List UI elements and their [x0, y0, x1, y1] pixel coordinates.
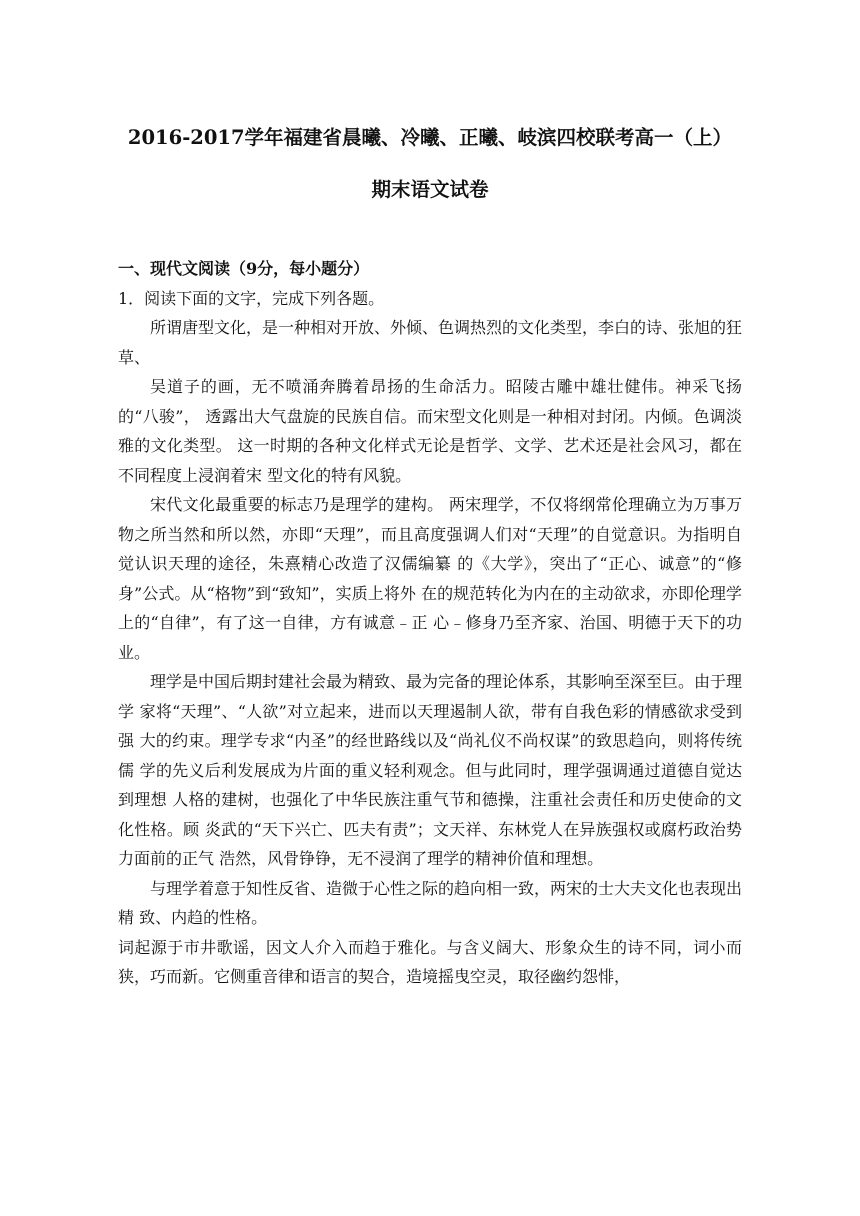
paragraph-3: 宋代文化最重要的标志乃是理学的建构。 两宋理学，不仅将纲常伦理确立为万事万物之所当然和所以然，亦即“天理”，而且高度强调人们对“天理”的自觉意识。为指明自觉认识天理的途径，朱熹精心改造了汉儒编纂 的《大学》，突出了“正心、诚意”的“修身”公式。从“格物”到“致知”，实质上将外 在的规范转化为内在的主动欲求，亦即伦理学上的“自律”，有了这一自律，方有诚意﹣正 心﹣修身乃至齐家、治国、明德于天下的功业。	[118, 495, 742, 662]
paragraph-2: 吴道子的画，无不喷涌奔腾着昂扬的生命活力。昭陵古雕中雄壮健伟。神采飞扬的“八骏”， 透露出大气盘旋的民族自信。而宋型文化则是一种相对封闭。内倾。色调淡雅的文化类型。 这一时期的各种文化样式无论是哲学、文学、艺术还是社会风习，都在不同程度上浸润着宋 型文化的特有风貌。	[118, 377, 742, 485]
paragraph-5: 与理学着意于知性反省、造微于心性之际的趋向相一致，两宋的士大夫文化也表现出精 致、内趋的性格。	[118, 878, 743, 927]
section-heading: 一、现代文阅读（9分，每小题分）	[118, 259, 370, 278]
document-title-line1: 2016-2017学年福建省晨曦、冷曦、正曦、岐滨四校联考高一（上）	[127, 126, 733, 149]
document-title-line2: 期末语文试卷	[371, 178, 489, 201]
paragraph-4: 理学是中国后期封建社会最为精致、最为完备的理论体系，其影响至深至巨。由于理学 家将“天理”、“人欲”对立起来，进而以天理遏制人欲，带有自我色彩的情感欲求受到强 大的约束。理学专求“内圣”的经世路线以及“尚礼仪不尚权谋”的致思趋向，则将传统儒 学的先义后利发展成为片面的重义轻利观念。但与此同时，理学强调通过道德自觉达到理想 人格的建树，也强化了中华民族注重气节和德操，注重社会责任和历史使命的文化性格。顾 炎武的“天下兴亡、匹夫有责”；文天祥、东林党人在异族强权或腐朽政治势力面前的正气 浩然，风骨铮铮，无不浸润了理学的精神价值和理想。	[118, 672, 743, 868]
question-intro: 1．阅读下面的文字，完成下列各题。	[118, 288, 385, 308]
paragraph-6: 词起源于市井歌谣，因文人介入而趋于雅化。与含义阔大、形象众生的诗不同，词小而 狭，巧而新。它侧重音律和语言的契合，造境摇曳空灵，取径幽约怨悱，	[118, 937, 742, 986]
paragraph-1: 所谓唐型文化，是一种相对开放、外倾、色调热烈的文化类型，李白的诗、张旭的狂草、	[118, 318, 743, 367]
